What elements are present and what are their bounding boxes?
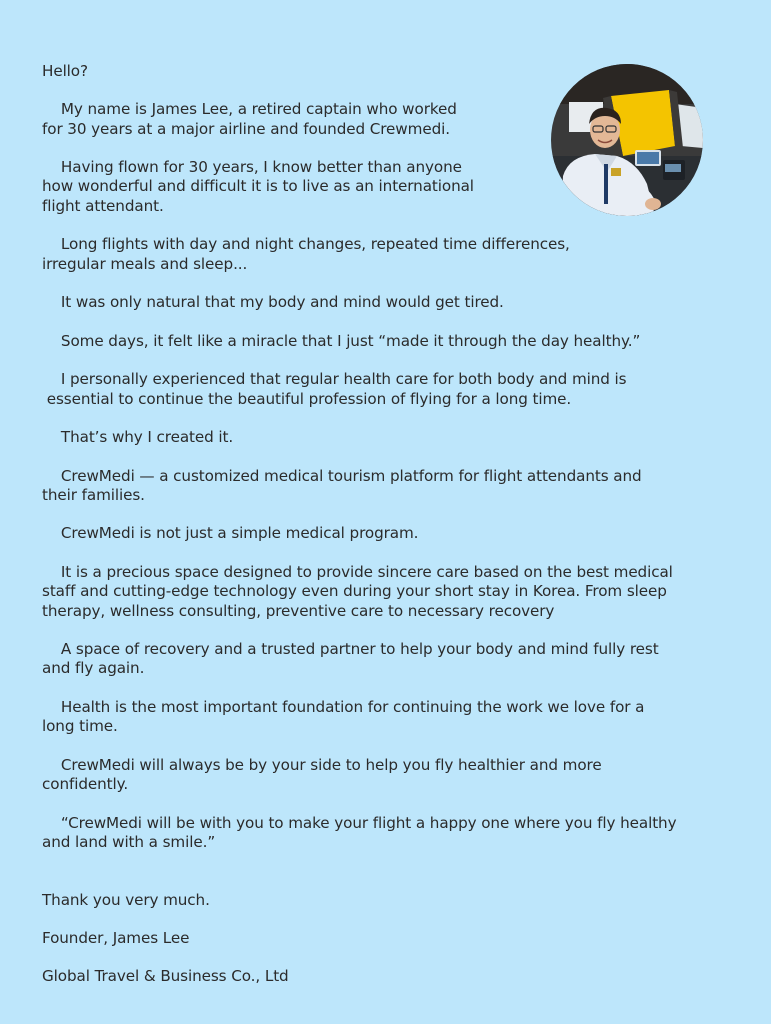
paragraph-line: confidently.	[42, 775, 129, 793]
paragraph-line: My name is James Lee, a retired captain who worked	[42, 100, 457, 118]
signature: Founder, James Lee	[42, 929, 190, 947]
paragraph-line: I personally experienced that regular health care for both body and mind is	[42, 370, 627, 388]
paragraph-line: long time.	[42, 717, 118, 735]
paragraph-line: flight attendant.	[42, 197, 164, 215]
paragraph-line: and land with a smile.”	[42, 833, 216, 851]
paragraph-line: It is a precious space designed to provide sincere care based on the best medical	[42, 563, 673, 581]
paragraph-line: irregular meals and sleep...	[42, 255, 248, 273]
paragraph-line: Health is the most important foundation for continuing the work we love for a	[42, 698, 645, 716]
captain-photo	[551, 64, 703, 216]
paragraph-line: “CrewMedi will be with you to make your flight a happy one where you fly healthy	[42, 814, 677, 832]
paragraph-line: A space of recovery and a trusted partner to help your body and mind fully rest	[42, 640, 659, 658]
paragraph-line: CrewMedi — a customized medical tourism platform for flight attendants and	[42, 467, 642, 485]
paragraph-line: essential to continue the beautiful profession of flying for a long time.	[42, 390, 572, 408]
paragraph-line: Long flights with day and night changes, repeated time differences,	[42, 235, 570, 253]
paragraph-line: Some days, it felt like a miracle that I just “made it through the day healthy.”	[42, 332, 641, 350]
greeting: Hello?	[42, 62, 88, 80]
paragraph-line: It was only natural that my body and mind would get tired.	[42, 293, 504, 311]
closing: Thank you very much.	[42, 891, 210, 909]
paragraph-line: for 30 years at a major airline and founded Crewmedi.	[42, 120, 450, 138]
paragraph-line: their families.	[42, 486, 145, 504]
paragraph-line: therapy, wellness consulting, preventive care to necessary recovery	[42, 602, 555, 620]
paragraph-line: Having flown for 30 years, I know better than anyone	[42, 158, 462, 176]
paragraph-line: and fly again.	[42, 659, 145, 677]
paragraph-line: CrewMedi will always be by your side to help you fly healthier and more	[42, 756, 602, 774]
paragraph-line: CrewMedi is not just a simple medical program.	[42, 524, 419, 542]
company-name: Global Travel & Business Co., Ltd	[42, 967, 289, 985]
paragraph-line: staff and cutting-edge technology even during your short stay in Korea. From sleep	[42, 582, 667, 600]
paragraph-line: how wonderful and difficult it is to live as an international	[42, 177, 474, 195]
paragraph-line: That’s why I created it.	[42, 428, 234, 446]
captain-in-cockpit-illustration	[551, 64, 703, 216]
